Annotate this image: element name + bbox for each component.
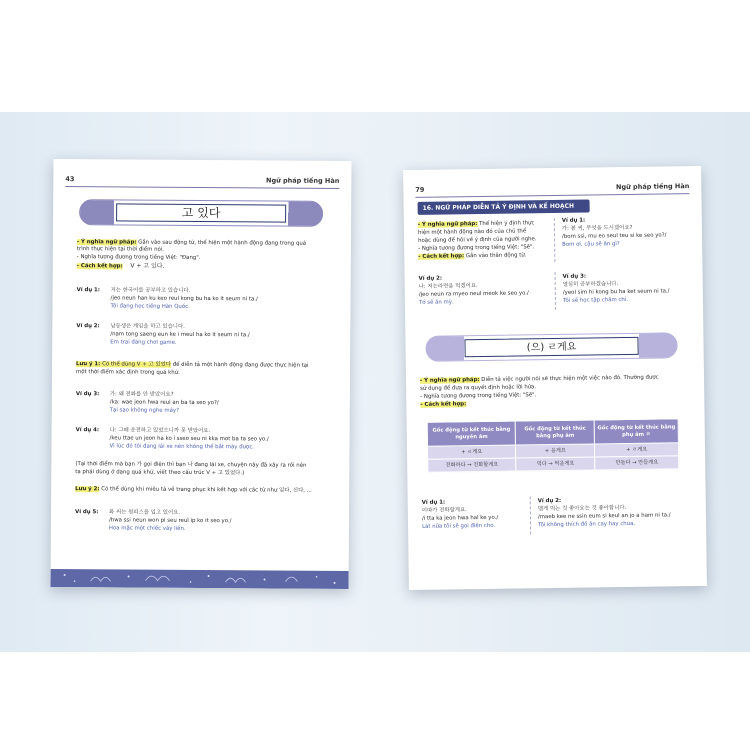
example-korean: 가: 봄 씨, 무엇을 드시겠어요? xyxy=(561,224,633,232)
usage-formula: V + 고 있다. xyxy=(130,262,165,270)
meaning-text: Thể hiện ý định thực xyxy=(477,220,535,228)
example-korean: 맵게 먹는 것 좋아요는 것 좋아합니다. xyxy=(537,505,627,513)
example-korean: 나: 그때 운전하고 있었으니까 못 받았어요. xyxy=(109,427,211,435)
context-text-cont: ta phải dùng ở dạng quá khứ, viết theo cấu trúc V + 고 있었다.) xyxy=(75,469,245,477)
example-romanization: /ka: wae jeon hwa reul an ba ta seo yo?/ xyxy=(109,399,219,407)
usage-label: - Cách kết hợp: xyxy=(420,401,467,408)
usage-label: - Cách kết hợp: xyxy=(418,253,465,260)
table-cell: + ㄹ게요 xyxy=(427,445,516,459)
meaning-line xyxy=(420,375,659,386)
column-divider xyxy=(555,272,557,310)
grammar-title: (으) ㄹ게요 xyxy=(464,337,638,357)
note1-text: để diễn tả một hành động đang được thực hiện tại xyxy=(170,361,309,369)
meaning-text-cont: trình thực hiện tại thời điểm nói. xyxy=(76,246,165,253)
example-romanization: /nam tong saeng eun ke i meul ha ko it seum ni ta./ xyxy=(110,331,250,339)
note2-line xyxy=(75,486,312,495)
usage-line xyxy=(418,252,526,261)
grammar-title-banner xyxy=(79,199,323,227)
example-label: Ví dụ 4: xyxy=(75,427,100,434)
column-divider xyxy=(530,496,532,534)
example-label: Ví dụ 2: xyxy=(76,323,100,330)
example-label: Ví dụ 1: xyxy=(561,217,586,224)
meaning-label: - Ý nghĩa ngữ pháp: xyxy=(76,239,137,246)
note2-label: Lưu ý 2: xyxy=(75,486,100,493)
table-header-row xyxy=(427,419,678,447)
example-translation: Lát nữa tôi sẽ gọi điện cho. xyxy=(422,522,496,530)
example-label: Ví dụ 2: xyxy=(537,497,562,505)
running-title: Ngữ pháp tiếng Hàn xyxy=(615,182,690,192)
example-romanization: /i tta ka jeon hwa hal ke yo./ xyxy=(421,514,499,522)
example-korean: 이따가 전화할게요. xyxy=(421,507,467,514)
example-translation: Em trai đang chơi game. xyxy=(110,339,177,346)
usage-text: Gắn vào thân động từ. xyxy=(464,252,527,260)
section-title: 16. NGỮ PHÁP DIỄN TẢ Ý ĐỊNH VÀ KẾ HOẠCH xyxy=(418,200,590,215)
example-translation: Tại sao không nghe máy? xyxy=(109,407,179,414)
page-header xyxy=(415,180,689,198)
grammar-title-banner xyxy=(425,332,677,362)
usage-label: - Cách kết hợp: xyxy=(76,263,123,270)
meaning-text: Gắn vào sau động từ, thể hiện một hành động đang trong quá xyxy=(136,239,307,247)
running-title: Ngữ pháp tiếng Hàn xyxy=(266,176,340,185)
page-header xyxy=(65,173,339,189)
meaning-label: - Ý nghĩa ngữ pháp: xyxy=(417,221,478,228)
example-korean: 가: 왜 전화를 안 받았어요? xyxy=(109,391,174,398)
usage-line xyxy=(77,262,165,271)
table-cell: + ㄹ게요 xyxy=(595,443,679,457)
example-label: Ví dụ 5: xyxy=(75,509,99,516)
table-cell: 먹다 → 먹을게요 xyxy=(516,457,595,471)
example-translation: Tôi sẽ học tập chăm chỉ. xyxy=(562,296,629,304)
table-cell: 전화하다 → 전화할게요 xyxy=(428,458,517,472)
note1-text-cont: một thời điểm xác định trong quá khứ. xyxy=(75,369,180,376)
example-translation: Bom ơi, cậu sẽ ăn gì? xyxy=(562,241,620,248)
table-row xyxy=(428,456,679,473)
equivalent-text: - Nghĩa tương đương trong tiếng Việt: "Đang". xyxy=(76,254,201,261)
example-translation: Hoa mặc một chiếc váy liền. xyxy=(108,525,186,532)
column-divider xyxy=(554,218,556,262)
right-book-page xyxy=(403,166,707,590)
example-translation: Tôi không thích đồ ăn cay hay chua. xyxy=(538,520,636,529)
table-header-cell: Gốc động từ kết thúc bằng phụ âm ㄹ xyxy=(594,419,678,444)
context-text: (Tại thời điểm mà bạn 가 gọi điện thì bạn 나 đang lái xe, chuyện này đã xảy ra rồi nên xyxy=(75,461,307,469)
meaning-text-cont: sử dụng để đưa ra quyết định hoặc lời hứa. xyxy=(420,384,537,392)
example-korean: 저는 한국어를 공부하고 있습니다. xyxy=(110,287,191,294)
example-korean: 화 씨는 원피스를 입고 있어요. xyxy=(109,509,181,516)
example-translation: Tớ sẽ ăn mỳ. xyxy=(418,299,454,306)
example-label: Ví dụ 2: xyxy=(418,275,443,282)
example-korean: 열심히 공부하겠습니다. xyxy=(562,281,619,288)
example-romanization: /keu ttae un jeon ha ko i sseo seu ni kka mot ba ta seo yo./ xyxy=(109,435,269,443)
decorative-footer-band xyxy=(51,569,349,589)
table-header-cell: Gốc động từ kết thúc bằng nguyên âm xyxy=(427,421,516,446)
table-cell: 만들다 → 만들게요 xyxy=(595,456,679,470)
table-cell: + 을게요 xyxy=(516,444,595,458)
note2-text: Có thể dùng khi miêu tả về trang phục khi kết hợp với các từ như 입다, 신다, ... xyxy=(99,486,312,494)
meaning-label: - Ý nghĩa ngữ pháp: xyxy=(419,377,480,384)
meaning-text-cont: hiện một hành động nào đó của chủ thể xyxy=(417,228,527,236)
example-romanization: /maeb kee ne ssin eum si keul an jo a ham ni ta./ xyxy=(537,512,671,521)
page-number: 79 xyxy=(415,185,425,194)
meaning-text: Diễn tả việc người nói sẽ thực hiện một việc nào đó. Thường được xyxy=(479,374,659,384)
example-korean: 남동생은 게임을 하고 있습니다. xyxy=(110,323,185,330)
example-romanization: /hwa ssi neun won pi seu reul ip ko it seo yo./ xyxy=(108,517,232,525)
table-header-cell: Gốc động từ kết thúc bằng phụ âm xyxy=(516,420,595,445)
equivalent-text: - Nghĩa tương đương trong tiếng Việt: "Sẽ". xyxy=(420,392,537,400)
note1-label: Lưu ý 1: xyxy=(76,361,101,368)
conjugation-table xyxy=(427,418,680,473)
example-translation: Vì lúc đó tôi đang lái xe nên không thể bắt máy được. xyxy=(109,443,255,451)
stars-clouds-decoration-icon xyxy=(51,569,349,589)
example-label: Ví dụ 1: xyxy=(421,499,446,506)
example-romanization: /bom ssi, mu eo seul teu si ke seo yo?/ xyxy=(561,232,667,240)
usage-line xyxy=(420,401,466,409)
meaning-text-cont: hoặc dùng để hỏi về ý định của người nghe. xyxy=(418,236,537,244)
grammar-title: 고 있다 xyxy=(116,203,286,222)
left-book-page xyxy=(51,159,352,589)
example-translation: Tôi đang học tiếng Hàn Quốc. xyxy=(110,303,190,310)
example-label: Ví dụ 1: xyxy=(76,287,100,294)
example-label: Ví dụ 3: xyxy=(75,391,100,398)
example-label: Ví dụ 3: xyxy=(562,273,587,280)
example-romanization: /jeo neun ra myeo neul meok ke seo yo./ xyxy=(418,290,529,298)
example-romanization: /jeo neun han ku keo reul kong bu ha ko it seum ni ta./ xyxy=(110,295,258,303)
note1-highlight: Có thể dùng V + 고 있었다 xyxy=(100,361,172,368)
page-number: 43 xyxy=(65,175,75,184)
example-romanization: /yeol sim hi kong bu ha ket seum ni ta./ xyxy=(562,288,670,296)
example-korean: 나: 저는라면을 먹겠어요. xyxy=(418,283,478,290)
equivalent-text: - Nghĩa tương đương trong tiếng Việt: "Sẽ". xyxy=(418,244,535,252)
